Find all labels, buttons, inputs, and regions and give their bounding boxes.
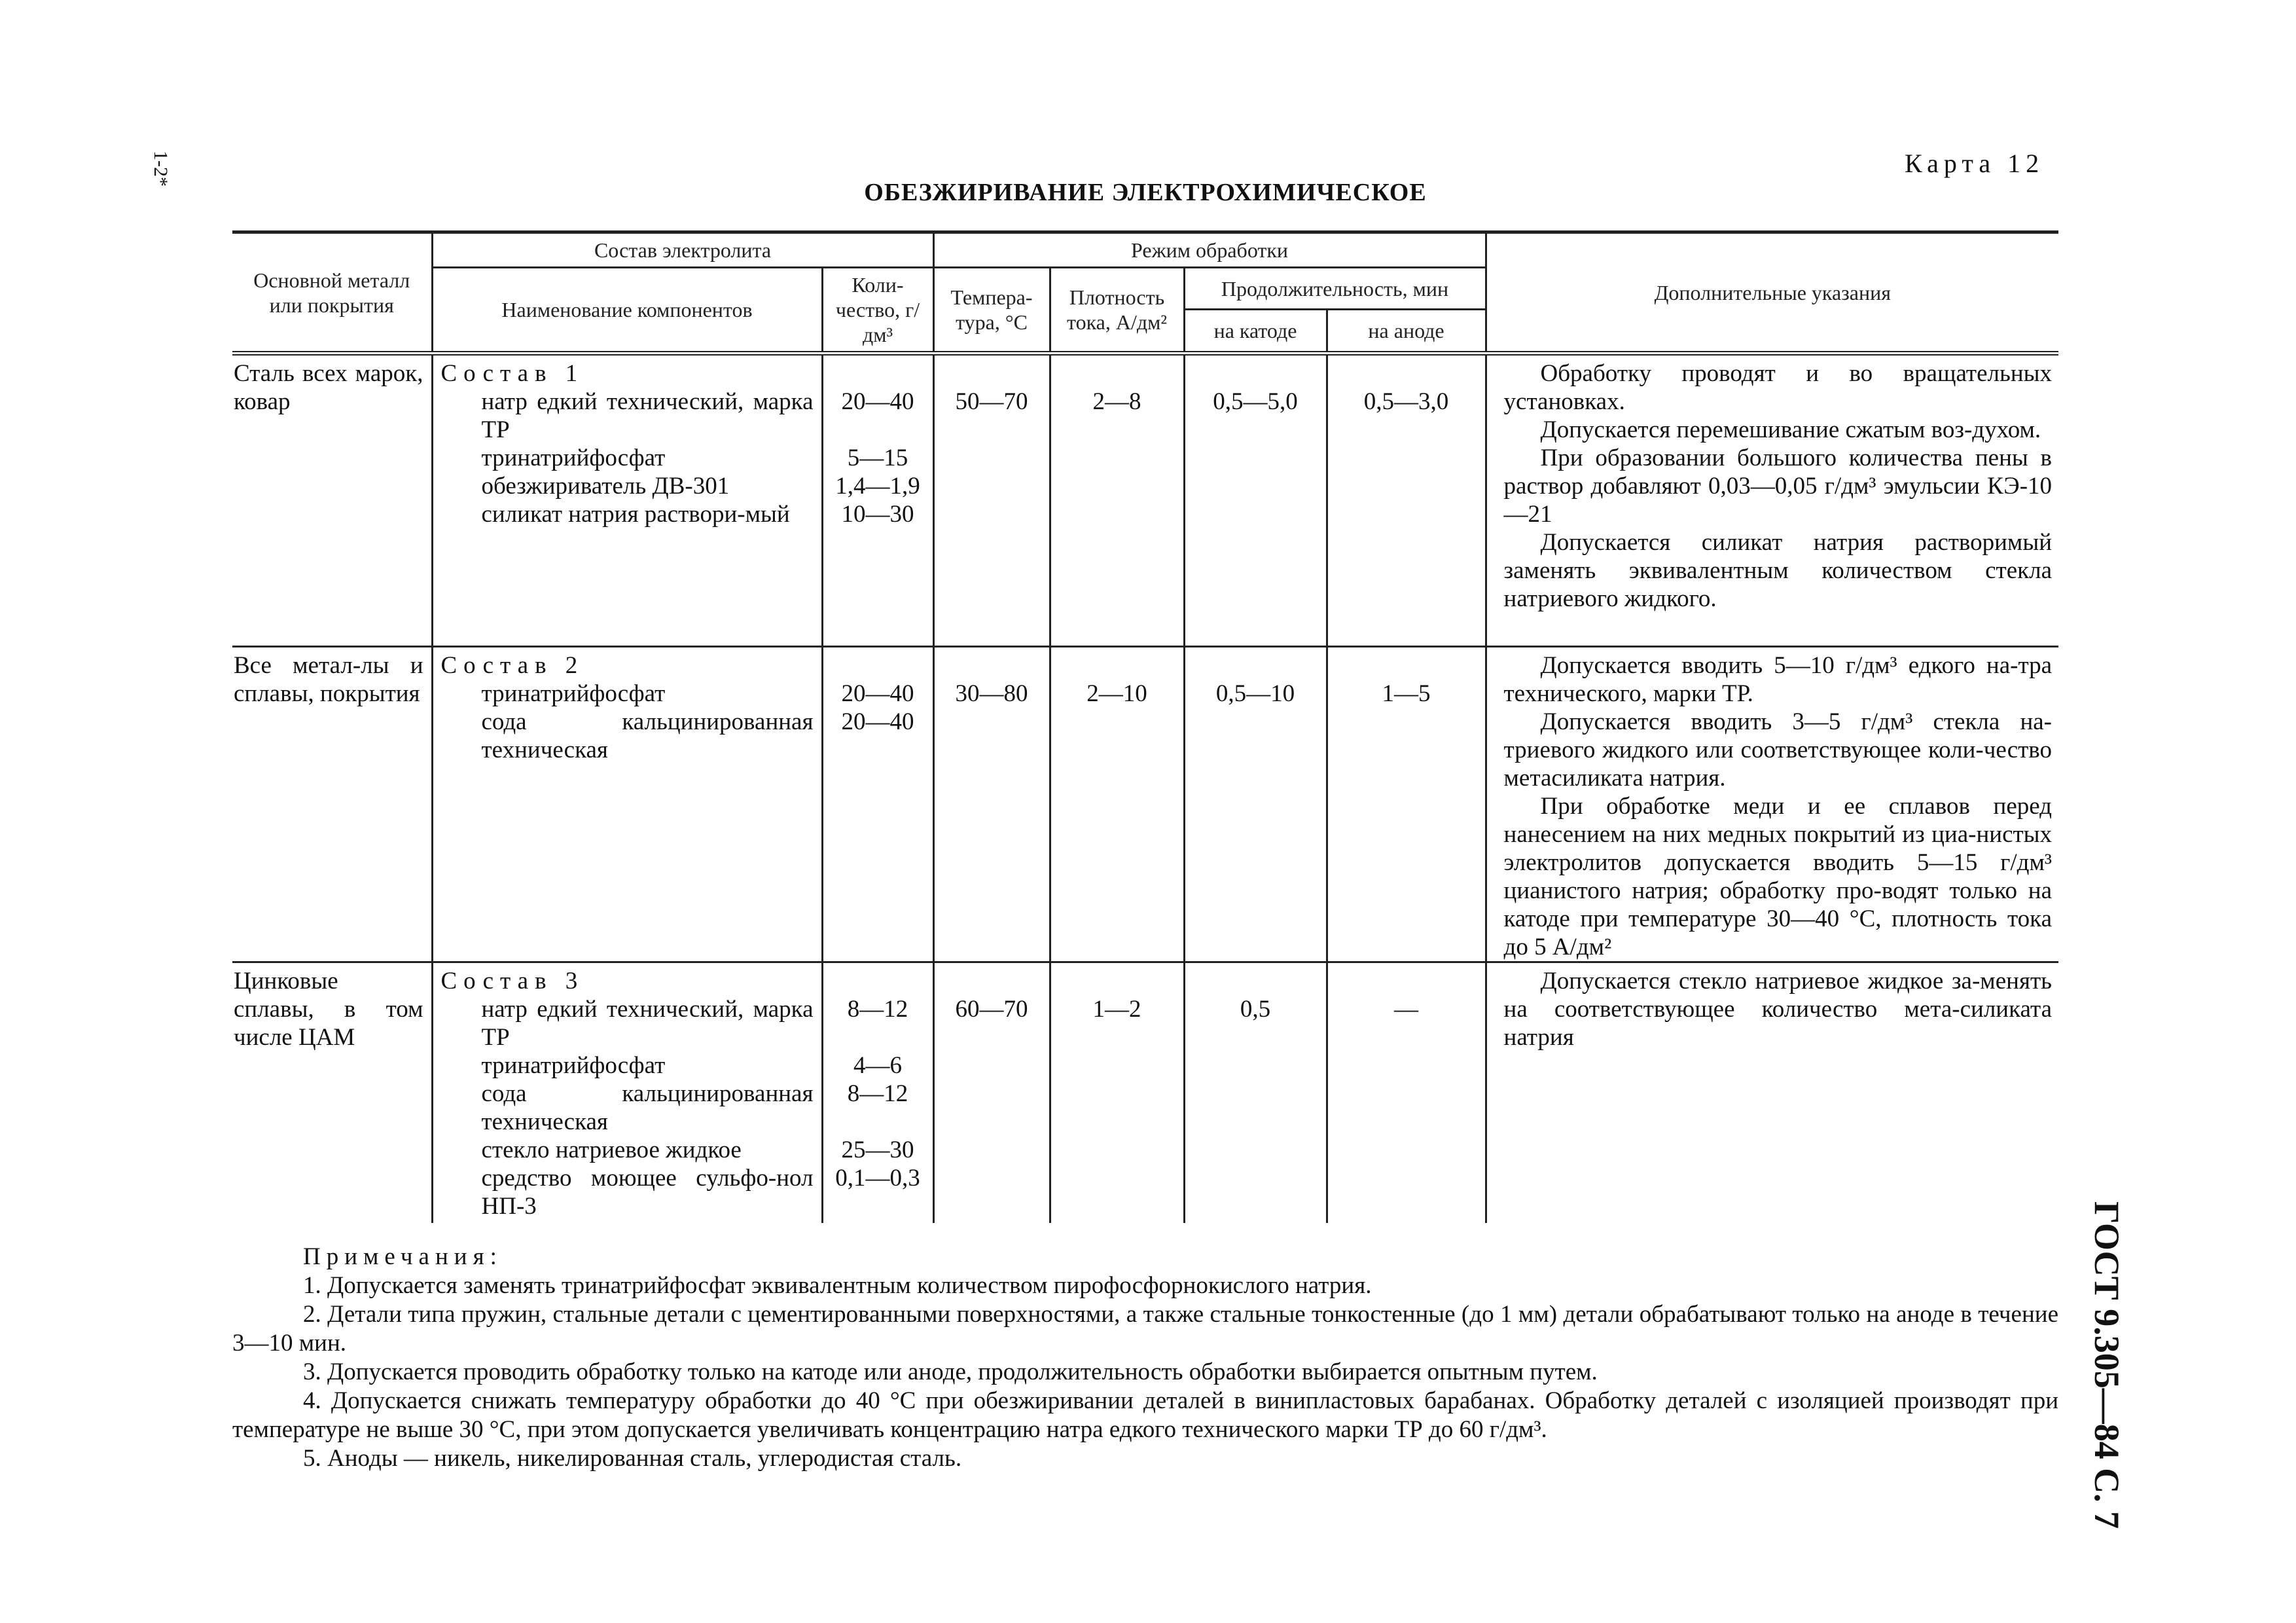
note-item: 3. Допускается проводить обработку только на катоде или аноде, продолжительность обработки выбирается опытным путем. — [303, 1359, 1598, 1385]
component-item: натр едкий технический, марка ТР — [481, 388, 814, 443]
cathode-cell — [1184, 354, 1327, 647]
amount-value: 5—15 — [847, 445, 908, 471]
note-item: 5. Аноды — никель, никелированная сталь, углеродистая сталь. — [303, 1445, 962, 1472]
anode-value: 0,5—3,0 — [1363, 388, 1449, 415]
extra-note: Обработку проводят и во вращательных установках. — [1503, 360, 2053, 415]
components-cell — [432, 647, 822, 962]
components-cell — [432, 962, 822, 1223]
current-density-value: 2—8 — [1092, 388, 1141, 415]
extra-note: Допускается стекло натриевое жидкое за-менять на соответствующее количество мета-силиката натрия — [1503, 968, 2053, 1051]
amount-value: 8—12 — [847, 996, 908, 1023]
component-item: силикат натрия раствори-мый — [481, 501, 790, 528]
amount-value: 8—12 — [847, 1080, 908, 1107]
card-label: Карта 12 — [1905, 149, 2045, 178]
amount-value: 20—40 — [841, 388, 914, 415]
current-density-cell — [1050, 962, 1184, 1223]
header-extra-notes: Дополнительные указания — [1486, 232, 2058, 354]
metal-cell: Все метал-лы и сплавы, покрытия — [232, 647, 432, 962]
component-item: тринатрийфосфат — [481, 1052, 666, 1079]
cathode-value: 0,5—5,0 — [1213, 388, 1298, 415]
header-current-density: Плотность тока, А/дм² — [1050, 268, 1184, 354]
component-item: сода кальцинированная техническая — [481, 708, 814, 763]
amounts-cell — [822, 962, 933, 1223]
current-density-value: 1—2 — [1092, 996, 1141, 1023]
extra-notes-cell — [1486, 647, 2058, 962]
anode-cell — [1327, 962, 1486, 1223]
metal-cell: Цинковые сплавы, в том числе ЦАМ — [232, 962, 432, 1223]
components-cell — [432, 354, 822, 647]
header-on-anode: на аноде — [1327, 310, 1486, 354]
notes-section — [232, 1243, 2058, 1473]
amount-value: 20—40 — [841, 680, 914, 707]
amount-value: 25—30 — [841, 1137, 914, 1163]
header-mode-group: Режим обработки — [933, 232, 1486, 268]
cathode-cell — [1184, 647, 1327, 962]
temperature-value: 50—70 — [955, 388, 1028, 415]
component-item: тринатрийфосфат — [481, 445, 666, 471]
amount-value: 10—30 — [841, 501, 914, 528]
extra-note: Допускается вводить 3—5 г/дм³ стекла на-триевого жидкого или соответствующее коли-чество метасиликата натрия. — [1503, 708, 2053, 792]
anode-cell — [1327, 647, 1486, 962]
current-density-value: 2—10 — [1086, 680, 1147, 707]
header-quantity: Коли-чество, г/дм³ — [822, 268, 933, 354]
header-base-metal: Основной металл или покрытия — [232, 232, 432, 354]
composition-label: Состав 1 — [440, 360, 584, 387]
extra-notes-cell — [1486, 354, 2058, 647]
temperature-cell — [933, 962, 1050, 1223]
metal-cell: Сталь всех марок, ковар — [232, 354, 432, 647]
header-temperature: Темпера-тура, °С — [933, 268, 1050, 354]
anode-cell — [1327, 354, 1486, 647]
component-item: обезжириватель ДВ-301 — [481, 473, 730, 500]
header-electrolyte-group: Состав электролита — [432, 232, 933, 268]
anode-value: 1—5 — [1382, 680, 1431, 707]
component-item: сода кальцинированная техническая — [481, 1080, 814, 1135]
extra-note: Допускается перемешивание сжатым воз-духом. — [1540, 416, 2041, 443]
cathode-value: 0,5 — [1240, 996, 1271, 1023]
note-item: 4. Допускается снижать температуру обработки до 40 °С при обезжиривании деталей в винипластовых барабанах. Обработку деталей с изоляцией производят при температуре не выше 30 °С, при этом допускается увеличивать концентрацию натра едкого технического марки ТР до 60 г/дм³. — [232, 1387, 2058, 1443]
page-number: 1-2* — [150, 151, 171, 187]
amount-value: 4—6 — [853, 1052, 902, 1079]
gost-side-label: ГОСТ 9.305—84 С. 7 — [2087, 1201, 2126, 1529]
cathode-cell — [1184, 962, 1327, 1223]
extra-note: Допускается вводить 5—10 г/дм³ едкого на-тра технического, марки ТР. — [1503, 652, 2053, 707]
temperature-value: 30—80 — [955, 680, 1028, 707]
extra-note: При обработке меди и ее сплавов перед нанесением на них медных покрытий из циа-нистых электролитов допускается вводить 5—15 г/дм³ цианистого натрия; обработку про-водят только на катоде при температуре 30—40 °С, плотность тока до 5 А/дм² — [1503, 793, 2053, 960]
header-component-name: Наименование компонентов — [432, 268, 822, 354]
current-density-cell — [1050, 354, 1184, 647]
cathode-value: 0,5—10 — [1215, 680, 1295, 707]
current-density-cell — [1050, 647, 1184, 962]
note-item: 2. Детали типа пружин, стальные детали с цементированными поверхностями, а также стальные тонкостенные (до 1 мм) детали обрабатывают только на аноде в течение 3—10 мин. — [232, 1301, 2058, 1357]
component-item: натр едкий технический, марка ТР — [481, 996, 814, 1051]
header-duration: Продолжительность, мин — [1184, 268, 1486, 310]
temperature-value: 60—70 — [955, 996, 1028, 1023]
component-item: тринатрийфосфат — [481, 680, 666, 707]
notes-title: Примечания: — [303, 1243, 503, 1270]
header-on-cathode: на катоде — [1184, 310, 1327, 354]
composition-label: Состав 2 — [440, 652, 584, 679]
anode-value: — — [1394, 996, 1419, 1023]
component-item: стекло натриевое жидкое — [481, 1137, 742, 1163]
amount-value: 1,4—1,9 — [835, 473, 920, 500]
extra-notes-cell — [1486, 962, 2058, 1223]
amounts-cell — [822, 354, 933, 647]
amount-value: 20—40 — [841, 708, 914, 735]
amounts-cell — [822, 647, 933, 962]
extra-note: Допускается силикат натрия растворимый заменять эквивалентным количеством стекла натриевого жидкого. — [1503, 529, 2053, 612]
component-item: средство моющее сульфо-нол НП-3 — [481, 1165, 814, 1220]
electrolyte-table — [232, 230, 2058, 1223]
composition-label: Состав 3 — [440, 968, 584, 994]
temperature-cell — [933, 354, 1050, 647]
note-item: 1. Допускается заменять тринатрийфосфат эквивалентным количеством пирофосфорнокислого натрия. — [303, 1272, 1372, 1299]
page-title: ОБЕЗЖИРИВАНИЕ ЭЛЕКТРОХИМИЧЕСКОЕ — [864, 179, 1427, 206]
temperature-cell — [933, 647, 1050, 962]
amount-value: 0,1—0,3 — [835, 1165, 920, 1192]
extra-note: При образовании большого количества пены в раствор добавляют 0,03—0,05 г/дм³ эмульсии КЭ-10—21 — [1503, 445, 2053, 528]
